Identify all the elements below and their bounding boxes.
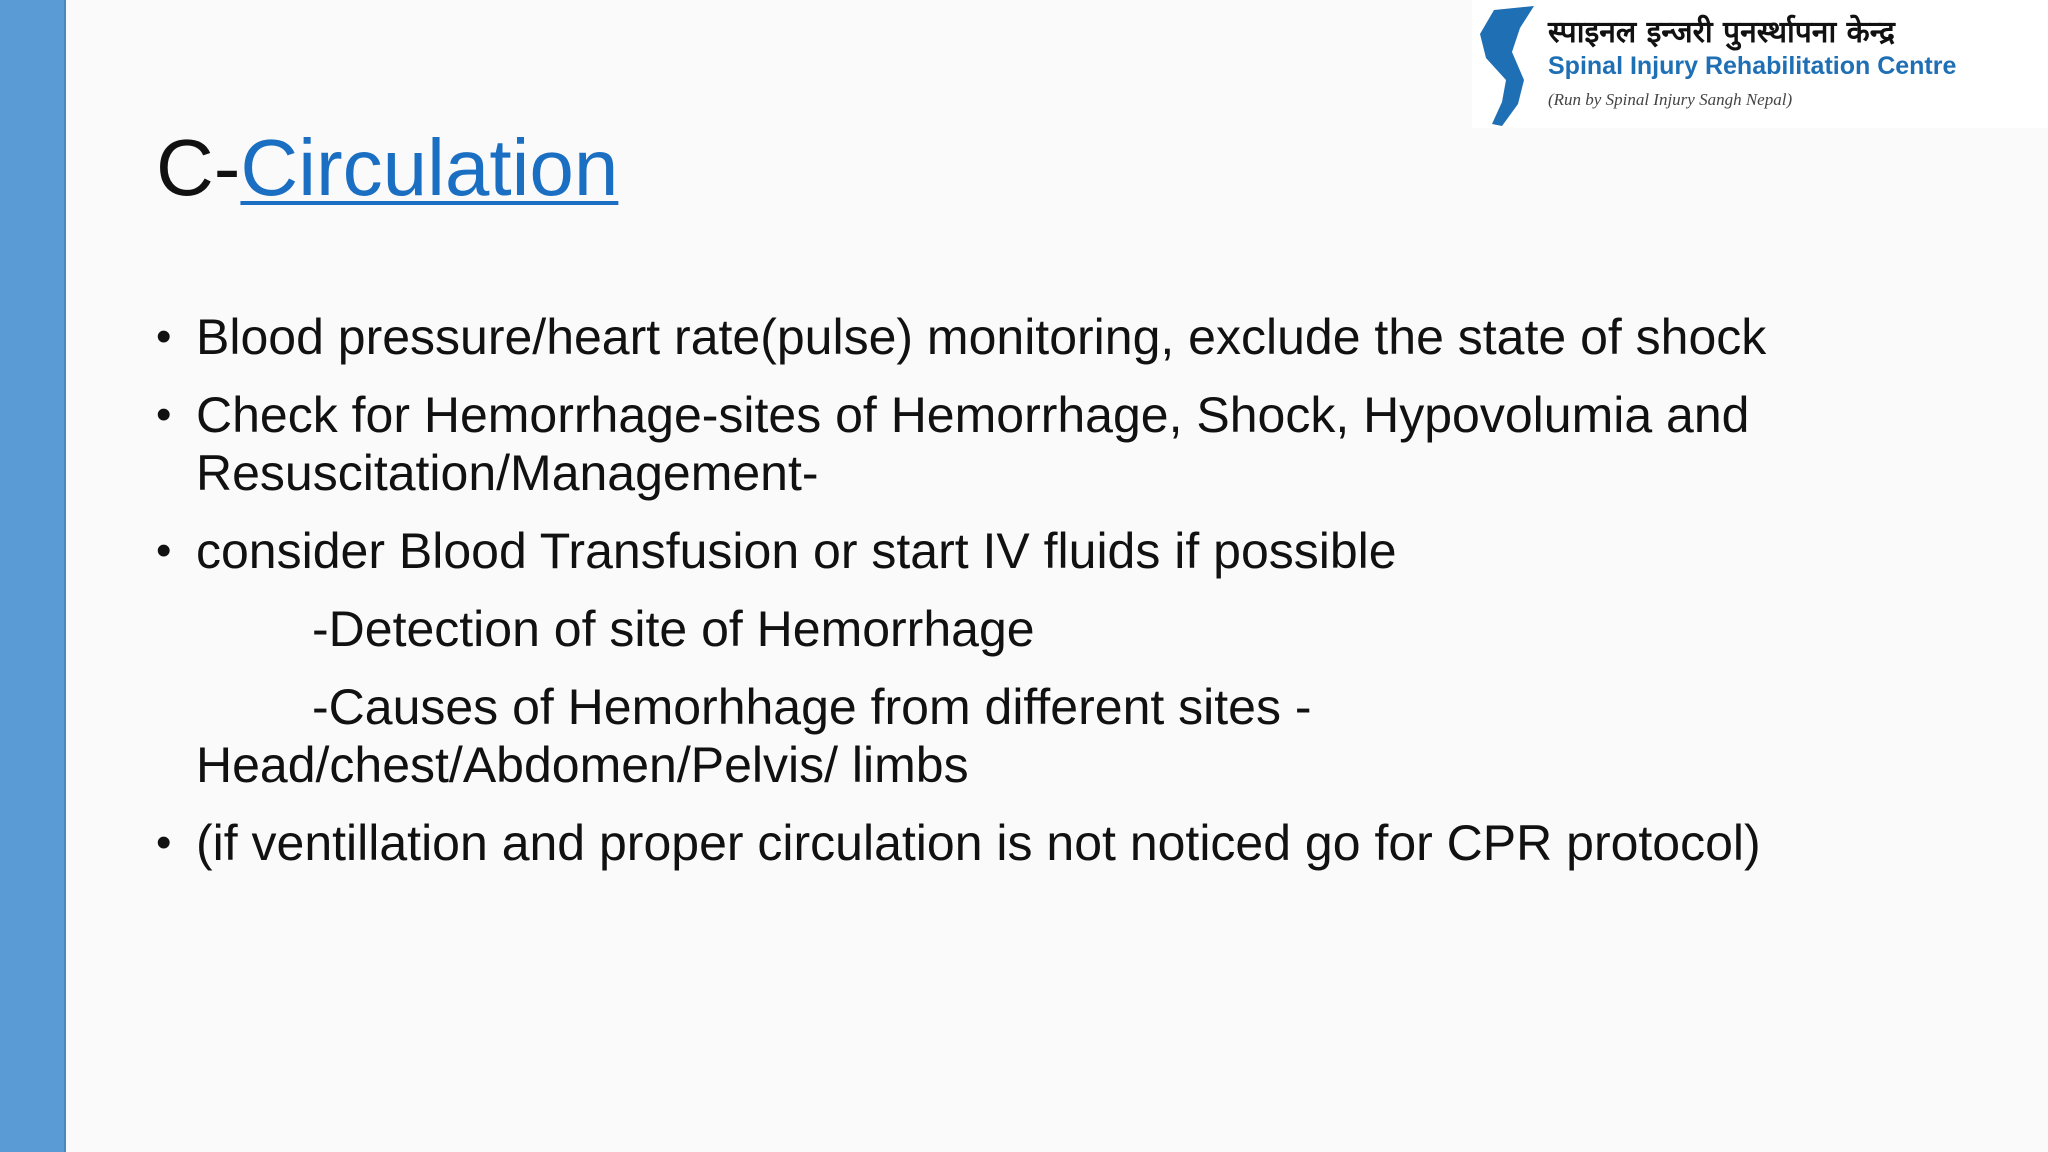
bullet-item — [156, 522, 1916, 580]
bullet-item — [156, 386, 1916, 502]
title-link[interactable]: Circulation — [240, 123, 619, 212]
logo-english-name: Spinal Injury Rehabilitation Centre — [1548, 52, 1957, 80]
slide-title — [156, 118, 618, 218]
logo-nepali-name: स्पाइनल इन्जरी पुनर्स्थापना केन्द्र — [1548, 15, 1895, 50]
bullet-list — [156, 308, 1916, 892]
bullet-icon: • — [156, 390, 172, 439]
title-prefix: C- — [156, 123, 241, 212]
sub-line — [156, 600, 1916, 658]
sub-line-text: -Detection of site of Hemorrhage — [312, 601, 1035, 657]
bullet-item — [156, 814, 1916, 872]
organization-logo — [1472, 0, 2048, 128]
bullet-icon: • — [156, 526, 172, 575]
bullet-icon: • — [156, 818, 172, 867]
bullet-text: Check for Hemorrhage-sites of Hemorrhage, Shock, Hypovolumia and Resuscitation/Management- — [196, 387, 1750, 501]
bullet-item — [156, 308, 1916, 366]
left-accent-bar — [0, 0, 66, 1152]
logo-subtitle: (Run by Spinal Injury Sangh Nepal) — [1548, 90, 1793, 109]
spine-logo-icon — [1472, 6, 1542, 128]
bullet-text: (if ventillation and proper circulation is not noticed go for CPR protocol) — [196, 815, 1761, 871]
bullet-text: consider Blood Transfusion or start IV fluids if possible — [196, 523, 1397, 579]
sub-line — [156, 678, 1916, 794]
bullet-text: Blood pressure/heart rate(pulse) monitoring, exclude the state of shock — [196, 309, 1767, 365]
bullet-icon: • — [156, 312, 172, 361]
sub-line-text: -Causes of Hemorhhage from different sites - Head/chest/Abdomen/Pelvis/ limbs — [196, 679, 1312, 793]
